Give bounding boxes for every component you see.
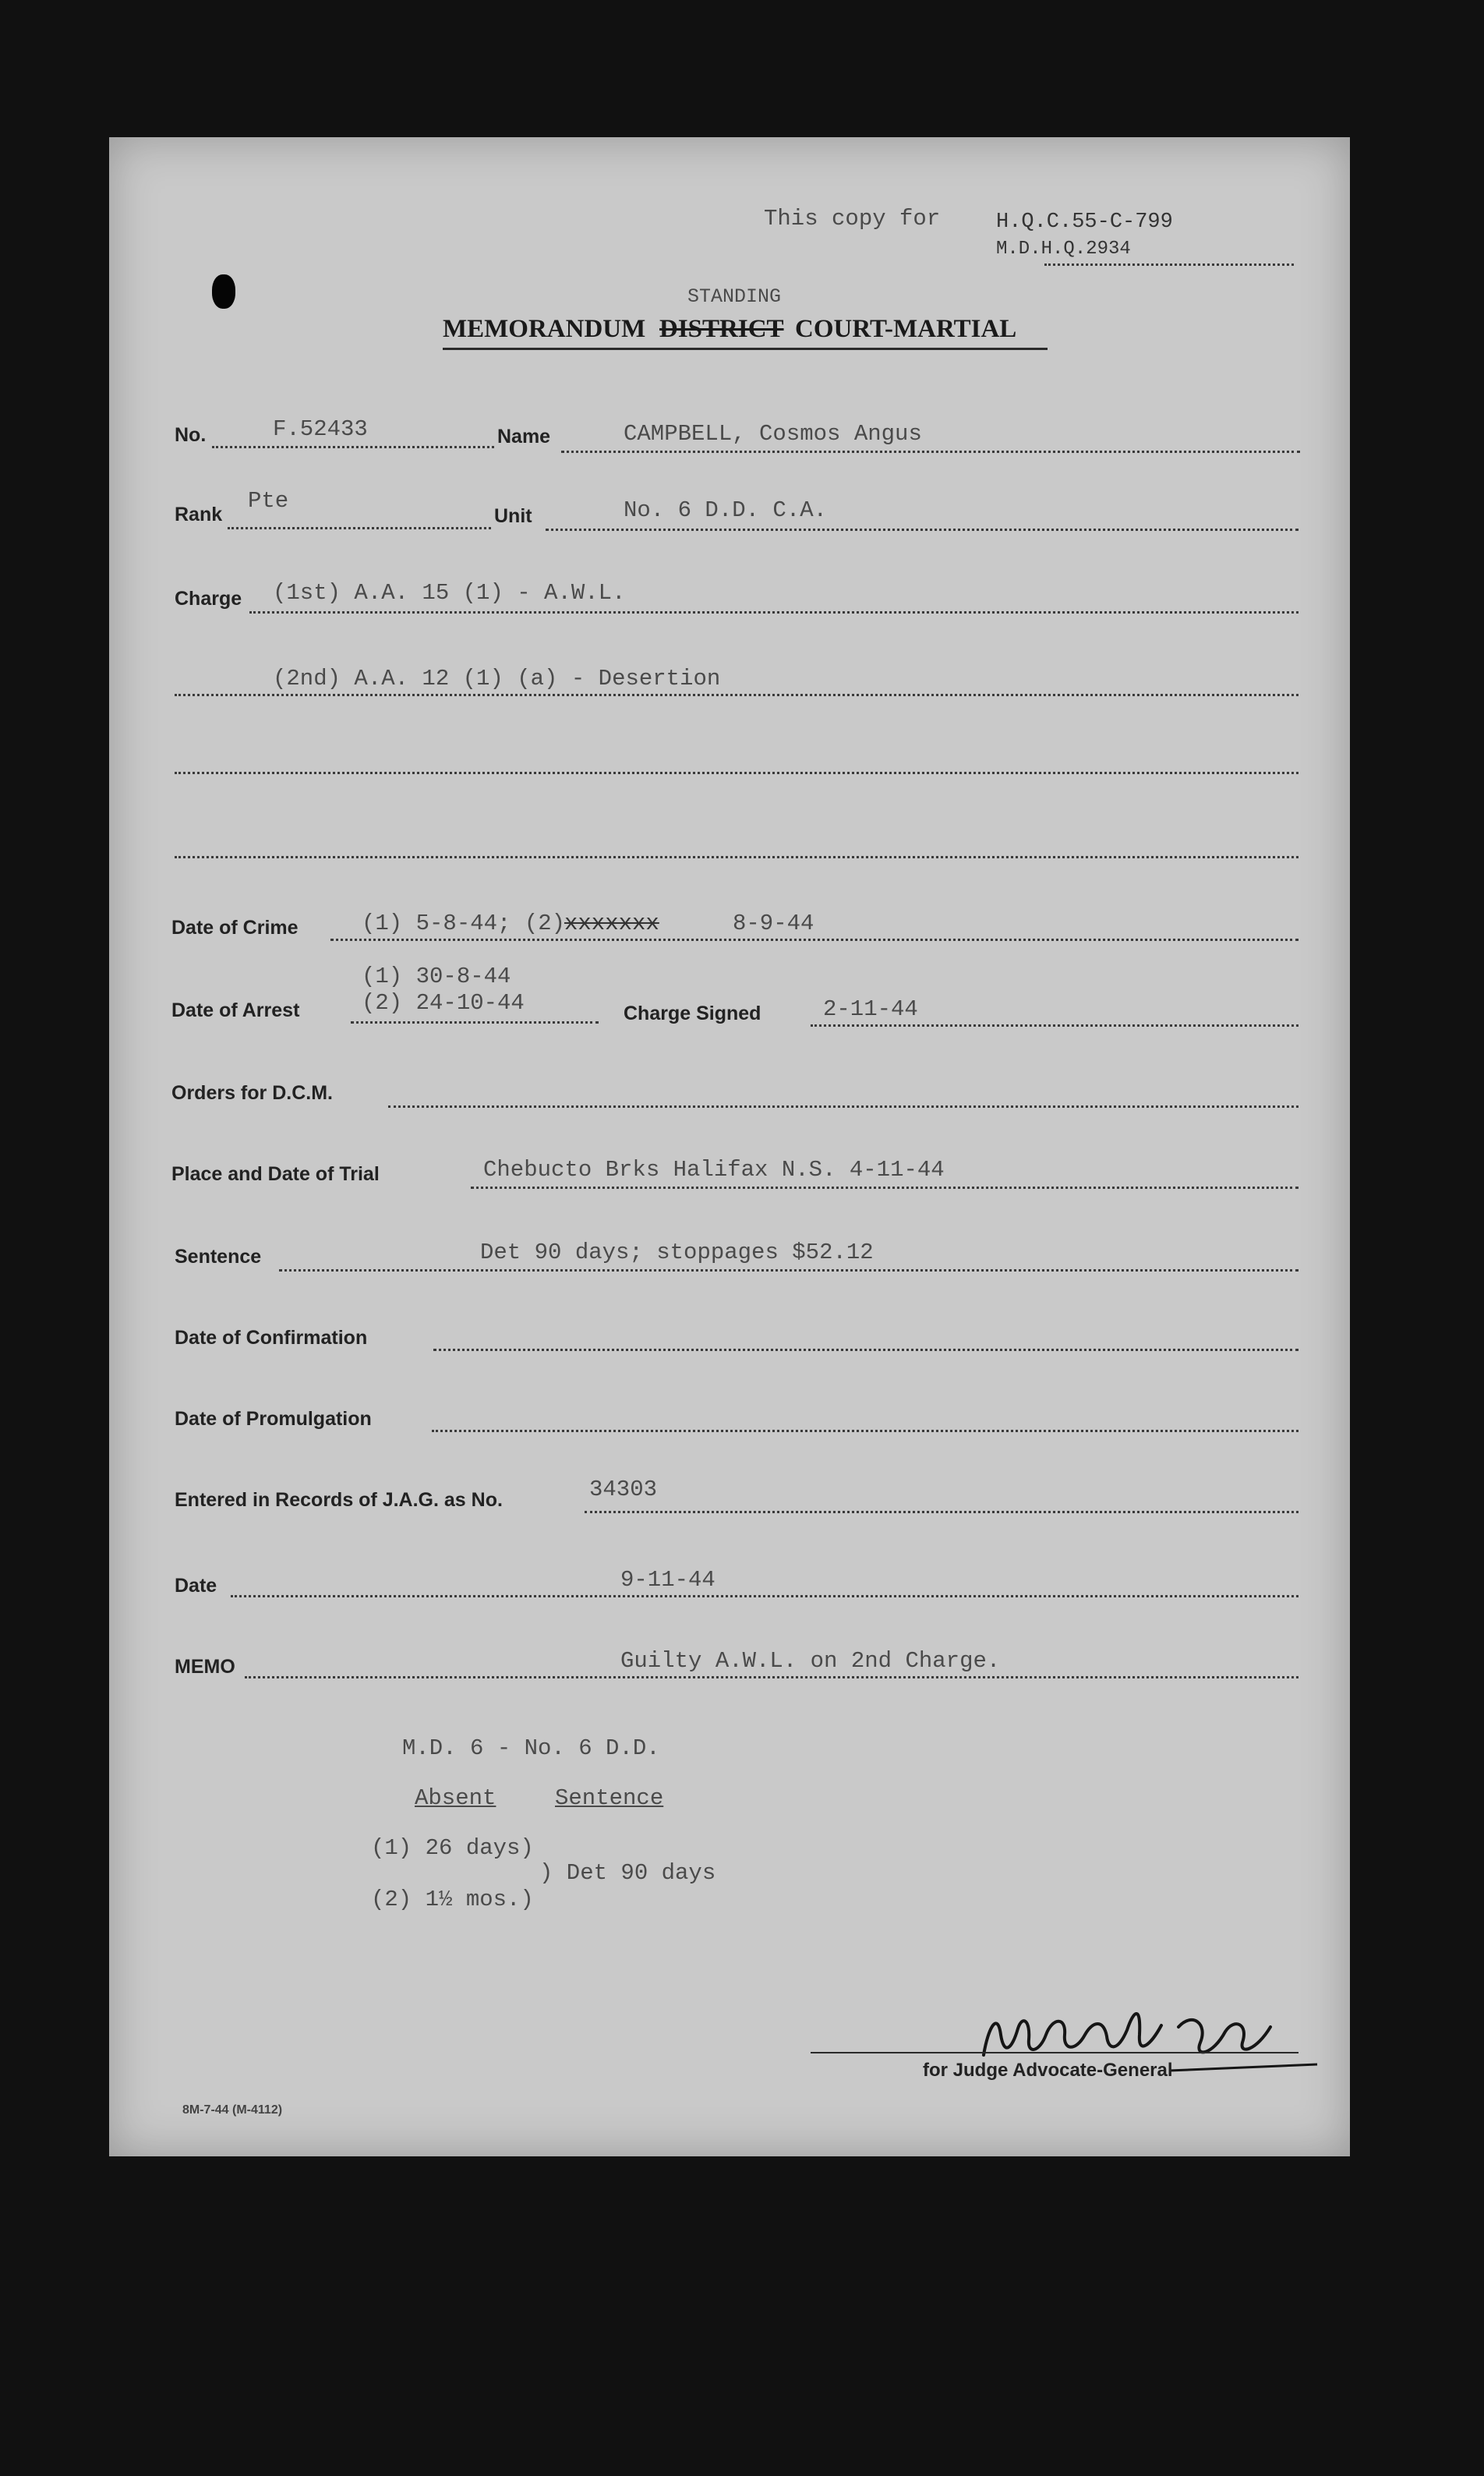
orders-dotted-line — [388, 1105, 1298, 1108]
place-value: Chebucto Brks Halifax N.S. 4-11-44 — [483, 1157, 945, 1183]
memo-note-absent-header: Absent — [415, 1785, 496, 1811]
unit-label: Unit — [494, 505, 532, 527]
sentence-label: Sentence — [175, 1246, 262, 1268]
promulgation-label: Date of Promulgation — [175, 1408, 372, 1430]
confirmation-dotted-line — [433, 1349, 1298, 1351]
memo-dotted-line — [245, 1676, 1298, 1678]
sentence-value: Det 90 days; stoppages $52.12 — [480, 1240, 874, 1265]
unit-value: No. 6 D.D. C.A. — [624, 497, 828, 523]
memo-label: MEMO — [175, 1656, 235, 1678]
memo-note-row-2: (2) 1½ mos.) — [371, 1887, 534, 1912]
orders-label: Orders for D.C.M. — [171, 1082, 333, 1104]
date-of-crime-value: (1) 5-8-44; (2) — [362, 911, 566, 936]
signature-line — [811, 2052, 1298, 2053]
charge-first: (1st) A.A. 15 (1) - A.W.L. — [273, 580, 626, 606]
name-label: Name — [497, 426, 551, 447]
charge-signed-label: Charge Signed — [624, 1003, 761, 1024]
date-label: Date — [175, 1575, 217, 1597]
hq-reference: H.Q.C.55-C-799 — [996, 210, 1173, 234]
date-of-arrest-second: (2) 24-10-44 — [362, 990, 525, 1016]
memo-note-sentence-header: Sentence — [555, 1785, 664, 1811]
charge-signed-dotted-line — [811, 1024, 1298, 1027]
charge-dotted-line-1 — [249, 611, 1298, 614]
no-label: No. — [175, 424, 207, 446]
charge-label: Charge — [175, 588, 242, 610]
rank-dotted-line — [228, 527, 491, 529]
date-of-arrest-label: Date of Arrest — [171, 999, 300, 1021]
punch-hole — [212, 274, 235, 309]
memo-value: Guilty A.W.L. on 2nd Charge. — [620, 1648, 1001, 1674]
jag-label: Entered in Records of J.A.G. as No. — [175, 1489, 503, 1511]
charge-signed-value: 2-11-44 — [823, 996, 918, 1022]
name-dotted-line — [561, 451, 1300, 453]
memo-note-row-1: (1) 26 days) — [371, 1835, 534, 1861]
confirmation-label: Date of Confirmation — [175, 1327, 368, 1349]
memo-note-unit: M.D. 6 - No. 6 D.D. — [402, 1735, 660, 1761]
signature-caption: for Judge Advocate-General — [923, 2060, 1173, 2081]
rank-label: Rank — [175, 504, 223, 525]
memo-note-bracket: ) Det 90 days — [539, 1860, 716, 1886]
name-value: CAMPBELL, Cosmos Angus — [624, 421, 922, 447]
inserted-word-standing: STANDING — [687, 285, 782, 308]
jag-dotted-line — [585, 1511, 1298, 1513]
copy-label: This copy for — [764, 206, 941, 232]
date-of-arrest-first: (1) 30-8-44 — [362, 964, 511, 989]
heading-court-martial: COURT-MARTIAL — [795, 315, 1017, 343]
promulgation-dotted-line — [432, 1430, 1298, 1432]
heading-underline — [443, 348, 1048, 350]
date-dotted-line — [231, 1595, 1298, 1597]
charge-dotted-line-3 — [175, 772, 1298, 774]
date-of-crime-label: Date of Crime — [171, 917, 299, 939]
charge-dotted-line-2 — [175, 694, 1298, 696]
date-of-crime-struck: xxxxxxx — [564, 911, 659, 936]
no-dotted-line — [212, 446, 494, 448]
date-of-arrest-dotted-line — [351, 1021, 599, 1024]
form-number: 8M-7-44 (M-4112) — [182, 2103, 283, 2117]
md-reference: M.D.H.Q.2934 — [996, 239, 1131, 260]
charge-dotted-line-4 — [175, 856, 1298, 858]
charge-second: (2nd) A.A. 12 (1) (a) - Desertion — [273, 666, 721, 692]
rank-value: Pte — [248, 488, 289, 514]
date-of-crime-value-2: 8-9-44 — [733, 911, 814, 936]
md-reference-line — [1044, 264, 1294, 266]
place-label: Place and Date of Trial — [171, 1163, 380, 1185]
heading-struck-district: DISTRICT — [659, 315, 784, 343]
no-value: F.52433 — [273, 416, 368, 442]
date-of-crime-dotted-line — [330, 939, 1298, 941]
heading-memorandum: MEMORANDUM — [443, 315, 646, 343]
date-value: 9-11-44 — [620, 1567, 716, 1593]
unit-dotted-line — [546, 529, 1298, 531]
jag-value: 34303 — [589, 1477, 658, 1502]
place-dotted-line — [471, 1187, 1298, 1189]
sentence-dotted-line — [279, 1269, 1298, 1272]
